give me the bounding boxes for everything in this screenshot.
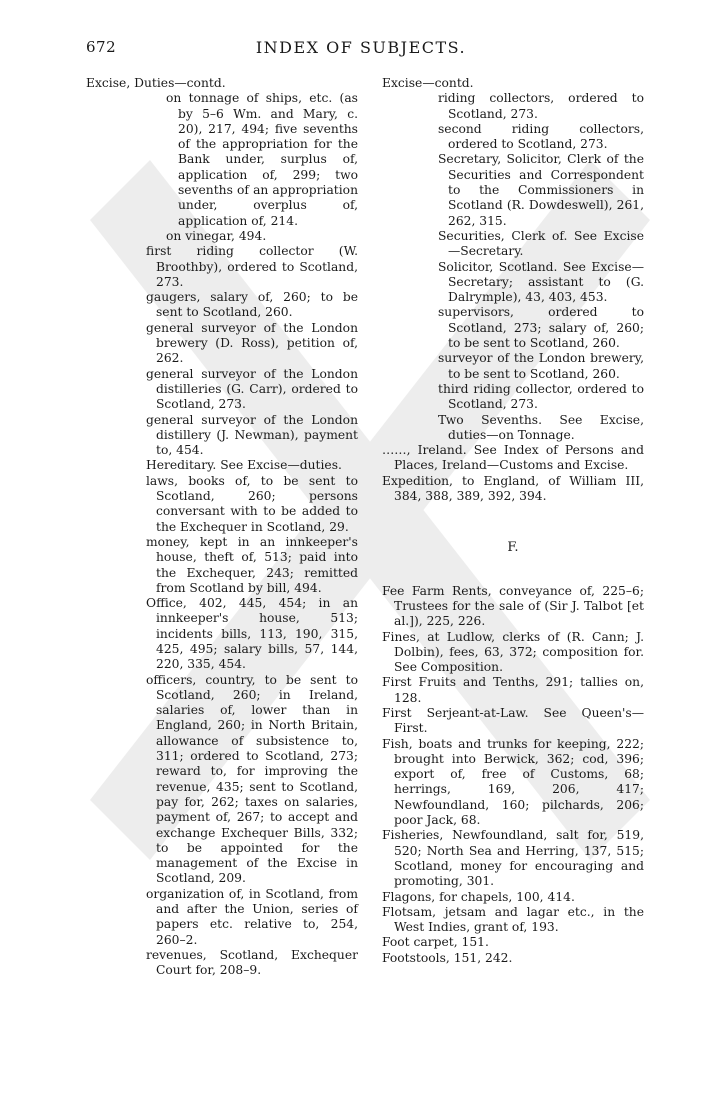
index-entry: Excise, Duties—contd. (86, 76, 226, 90)
index-entry: Two Sevenths. See Excise, duties—on Tonnage. (438, 412, 644, 442)
index-entry: Solicitor, Scotland. See Excise—Secretary; assistant to (G. Dalrymple), 43, 403, 453. (438, 259, 644, 305)
left-column (86, 76, 358, 979)
index-entry: officers, country, to be sent to Scotland, 260; in Ireland, salaries of, lower than in England, 260; in North Britain, allowance of subsistence to, 311; ordered to Scotland, 273; reward to, for improving the revenue, 435; sent to Scotland, pay for, 262; taxes on salaries, payment of, 267; to accept and exchange Exchequer Bills, 332; to be appointed for the management of the Excise in Scotland, 209. (146, 672, 358, 886)
right-column-f-entries (382, 584, 644, 966)
index-entry: Fisheries, Newfoundland, salt for, 519, 520; North Sea and Herring, 137, 515; Scotland, money for encouraging and promoting, 301. (382, 828, 644, 889)
index-entry: Fee Farm Rents, conveyance of, 225–6; Trustees for the sale of (Sir J. Talbot [et al.]), 225, 226. (382, 583, 644, 629)
index-entry: First Fruits and Tenths, 291; tallies on, 128. (382, 675, 644, 705)
index-entry: on vinegar, 494. (166, 228, 267, 243)
index-entry: organization of, in Scotland, from and after the Union, series of papers etc. relative to, 254, 260–2. (146, 886, 358, 947)
index-entry: Excise—contd. (382, 76, 474, 90)
index-entry: money, kept in an innkeeper's house, theft of, 513; paid into the Exchequer, 243; remitted from Scotland by bill, 494. (146, 534, 358, 595)
index-entry: Flagons, for chapels, 100, 414. (382, 889, 575, 904)
index-entry: supervisors, ordered to Scotland, 273; salary of, 260; to be sent to Scotland, 260. (438, 305, 644, 351)
index-entry: third riding collector, ordered to Scotland, 273. (438, 381, 644, 412)
index-entry: general surveyor of the London distilleries (G. Carr), ordered to Scotland, 273. (146, 366, 358, 412)
index-entry: Secretary, Solicitor, Clerk of the Securities and Correspondent to the Commissioners in Scotland (R. Dowdeswell), 261, 262, 315. (438, 152, 644, 228)
index-entry: Foot carpet, 151. (382, 935, 489, 950)
index-entry: Flotsam, jetsam and lagar etc., in the West Indies, grant of, 193. (382, 904, 644, 935)
index-entry: Fish, boats and trunks for keeping, 222; brought into Berwick, 362; cod, 396; export of, free of Customs, 68; herrings, 169, 206, 417; Newfoundland, 160; pilchards, 206; poor Jack, 68. (382, 736, 644, 828)
index-entry: Footstools, 151, 242. (382, 950, 513, 965)
running-head: INDEX OF SUBJECTS. (255, 38, 467, 57)
index-entry: Fines, at Ludlow, clerks of (R. Cann; J. Dolbin), fees, 63, 372; composition for. See Composition. (382, 629, 644, 675)
index-entry: Securities, Clerk of. See Excise—Secretary. (438, 228, 644, 259)
page-number: 672 (86, 38, 117, 56)
page-header (0, 38, 722, 62)
index-entry: laws, books of, to be sent to Scotland, 260; persons conversant with to be added to the Exchequer in Scotland, 29. (146, 473, 358, 534)
index-entry: surveyor of the London brewery, to be sent to Scotland, 260. (438, 351, 644, 381)
index-entry: general surveyor of the London distillery (J. Newman), payment to, 454. (146, 412, 358, 458)
index-entry: First Serjeant-at-Law. See Queen's—First. (382, 705, 644, 736)
right-column-excise-entries (382, 76, 644, 504)
index-entry: second riding collectors, ordered to Scotland, 273. (438, 121, 644, 152)
index-entry: gaugers, salary of, 260; to be sent to Scotland, 260. (146, 290, 358, 320)
index-entry: revenues, Scotland, Exchequer Court for, 208–9. (146, 947, 358, 978)
index-entry: ……, Ireland. See Index of Persons and Places, Ireland—Customs and Excise. (382, 443, 644, 473)
section-letter: F. (507, 540, 519, 556)
index-entry: Expedition, to England, of William III, 384, 388, 389, 392, 394. (382, 473, 644, 504)
index-entry: Office, 402, 445, 454; in an innkeeper's house, 513; incidents bills, 113, 190, 315, 425, 495; salary bills, 57, 144, 220, 335, 454. (146, 596, 358, 672)
index-entry: general surveyor of the London brewery (D. Ross), petition of, 262. (146, 320, 358, 366)
index-entry: riding collectors, ordered to Scotland, 273. (438, 91, 644, 121)
index-entry: Hereditary. See Excise—duties. (146, 458, 342, 473)
right-column (382, 76, 644, 966)
index-entry: first riding collector (W. Broothby), ordered to Scotland, 273. (146, 244, 358, 289)
index-entry: on tonnage of ships, etc. (as by 5–6 Wm. and Mary, c. 20), 217, 494; five sevenths of the appropriation for the Bank under, surplus of, application of, 299; two sevenths of an appropriation under, overplus of, application of, 214. (166, 91, 358, 228)
